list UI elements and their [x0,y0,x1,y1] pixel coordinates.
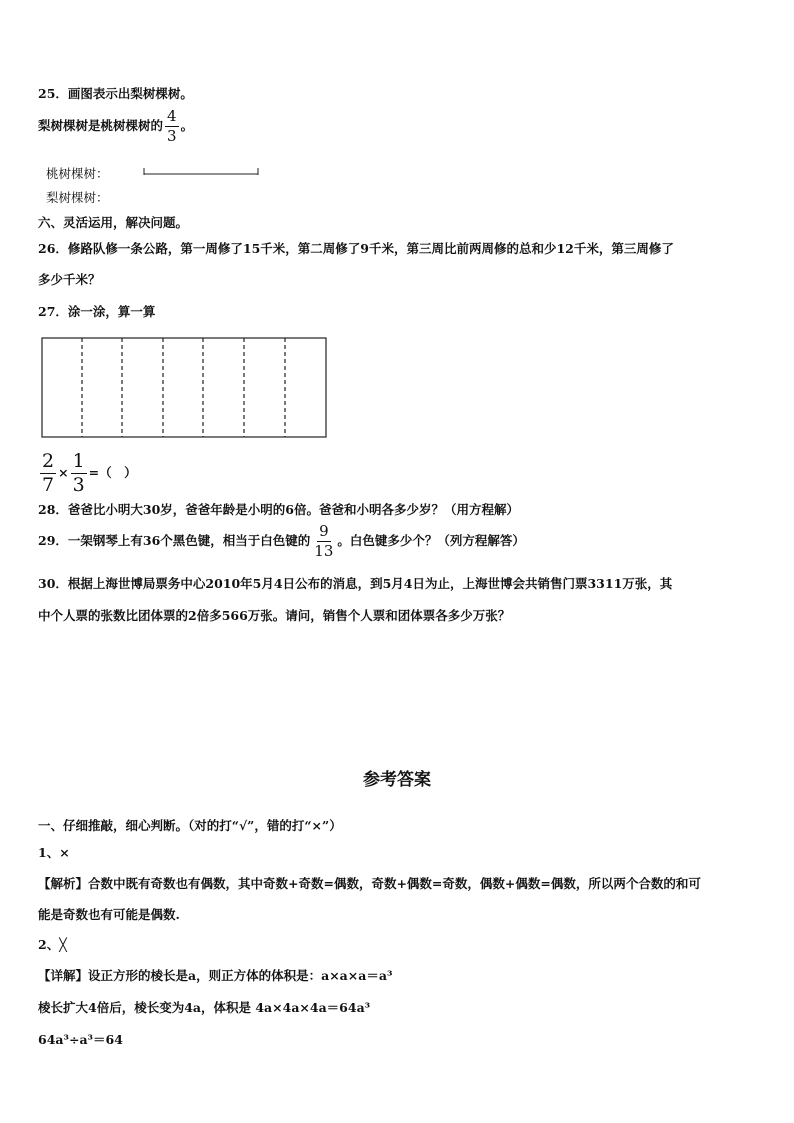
q27-f2-num: 1 [72,450,85,472]
answer-2-explanation-line1: 【详解】设正方形的棱长是a，则正方体的体积是：a×a×a＝a³ [38,968,393,983]
q28-text: 28．爸爸比小明大30岁，爸爸年龄是小明的6倍。爸爸和小明各多少岁？（用方程解） [38,502,519,517]
q30-line1: 30．根据上海世博局票务中心2010年5月4日公布的消息，到5月4日为止，上海世博会共销售门票3311万张，其 [38,576,673,591]
q27-times: × [58,465,69,480]
peach-label: 桃树棵树： [46,166,109,181]
q27-fraction-2 [71,452,87,495]
q26-line1: 26．修路队修一条公路，第一周修了15千米，第二周修了9千米，第三周比前两周修的总和少12千米，第三周修了 [38,241,674,256]
q25-fraction [165,109,179,144]
q27-equals-blank: =（ ） [88,465,137,480]
q27-title: 27．涂一涂，算一算 [38,304,156,319]
q29-pre: 29．一架钢琴上有36个黑色键，相当于白色键的 [38,533,311,548]
q29-fraction [312,524,335,559]
q27-rectangle-diagram [41,337,328,439]
q27-equation [38,452,137,495]
q25-frac-num: 4 [167,107,177,125]
pear-label: 梨树棵树： [46,190,109,205]
q29-frac-den: 13 [314,542,334,560]
q25-statement-post: 。 [180,118,194,133]
q25-title: 25．画图表示出梨树棵树。 [38,86,193,101]
q25-frac-den: 3 [167,127,177,145]
q27-f1-num: 2 [42,450,55,472]
answer-1-explanation-line2: 能是奇数也有可能是偶数. [38,907,180,922]
answer-2-explanation-line3: 64a³÷a³＝64 [38,1032,123,1047]
answer-2: 2、╳ [38,937,67,952]
q25-statement-pre: 梨树棵树是桃树棵树的 [38,118,164,133]
q27-fraction-1 [40,452,56,495]
q29-frac-num: 9 [319,522,329,540]
q27-rectangle [42,338,326,437]
answer-2-explanation-line2: 棱长扩大4倍后，棱长变为4a，体积是 4a×4a×4a＝64a³ [38,1000,371,1015]
answers-section-1: 一、仔细推敲，细心判断。（对的打“√”，错的打“×”） [38,818,342,833]
q27-f1-den: 7 [42,474,55,496]
q30-line2: 中个人票的张数比团体票的2倍多566万张。请问，销售个人票和团体票各多少万张？ [38,608,511,623]
section-6-heading: 六、灵活运用，解决问题。 [38,215,189,230]
answer-1-explanation-line1: 【解析】合数中既有奇数也有偶数，其中奇数+奇数=偶数，奇数+偶数=奇数，偶数+偶数=偶数，所以两个合数的和可 [38,876,701,891]
q27-f2-den: 3 [72,474,85,496]
q26-line2: 多少千米？ [38,272,101,287]
peach-segment [143,166,259,176]
q29-post: 。白色键多少个？（列方程解答） [337,533,525,548]
q25-statement [38,109,193,144]
q29-text [38,524,525,559]
answer-1: 1、× [38,845,70,860]
answers-title: 参考答案 [363,770,431,790]
